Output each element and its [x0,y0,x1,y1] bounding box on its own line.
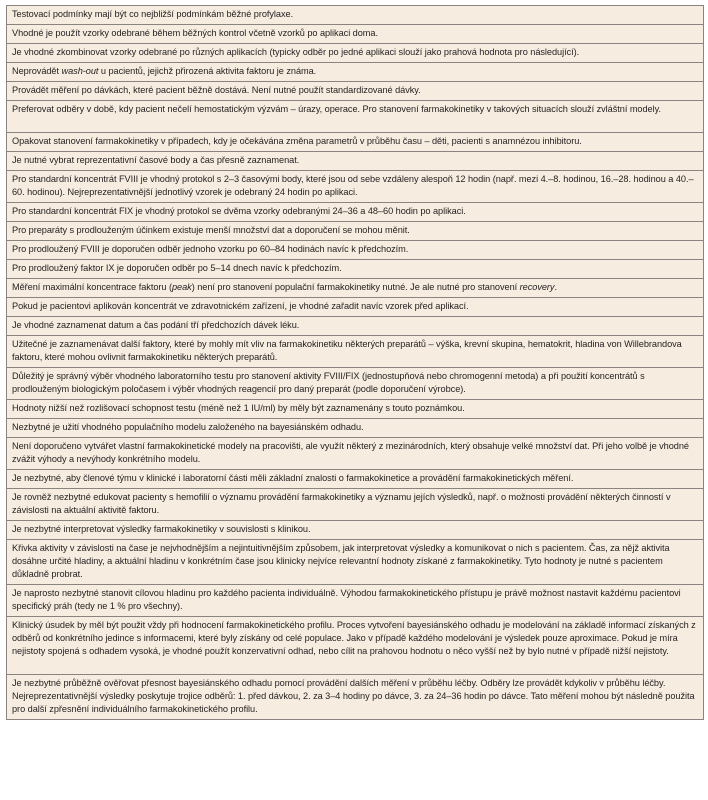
table-row: Je nezbytné průběžně ověřovat přesnost bayesiánského odhadu pomocí provádění dalších měření v průběhu léčby. Odběry lze provádět kdykoliv v průběhu léčby. Nejreprezentativnější výsledky poskytuje trojice odběrů: 1. před dávkou, 2. za 3–4 hodiny po dávce, 3. za 24–36 hodin po dávce. Tato měření mohou být následně použita pro další zpřesnění individuálního farmakokinetického profilu. [12,678,695,714]
table-row: Je rovněž nezbytné edukovat pacienty s hemofilií o významu provádění farmakokinetiky a významu jejích výsledků, např. o možnosti provádění některých činností v závislosti na aktuální aktivitě faktoru. [7,489,703,521]
table-row: Je nezbytné interpretovat výsledky farmakokinetiky v souvislosti s klinikou. [7,521,703,540]
row-emphasis: wash-out [61,66,99,76]
table-row: Pro preparáty s prodlouženým účinkem existuje menší množství dat a doporučení se mohou měnit. [7,222,703,241]
row-text: u pacientů, jejichž přirozená aktivita faktoru je známa. [98,66,317,76]
table-row: Nezbytné je užití vhodného populačního modelu založeného na bayesiánském odhadu. [7,419,703,438]
table-row [7,279,703,298]
table-row: Křivka aktivity v závislosti na čase je nejvhodnějším a nejintuitivnějším způsobem, jak interpretovat výsledky a komunikovat o nich s pacientem. Čas, za nějž aktivita dosáhne určité hladiny, a aktuální hladinu v konkrétním čase jsou klinicky nejvíce relevantní hodnoty získané z farmakokinetiky. Tyto hodnoty je nutné s pacientem důkladně probrat. [7,540,703,585]
table-row: Hodnoty nižší než rozlišovací schopnost testu (méně než 1 IU/ml) by měly být zaznamenány s touto poznámkou. [7,400,703,419]
table-row: Je vhodné zaznamenat datum a čas podání tří předchozích dávek léku. [7,317,703,336]
table-row: Není doporučeno vytvářet vlastní farmakokinetické modely na pracovišti, ale využít některý z mezinárodních, který obsahuje velké množství dat. Při jeho volbě je vhodné zvážit výhody a nevýhody konkrétního modelu. [7,438,703,470]
table-row: Pro standardní koncentrát FIX je vhodný protokol se dvěma vzorky odebranými 24–36 a 48–60 hodin po aplikaci. [7,203,703,222]
row-text: Měření maximální koncentrace faktoru ( [12,282,172,292]
row-text: Neprovádět [12,66,62,76]
table-row: Provádět měření po dávkách, které pacient běžně dostává. Není nutné použít standardizované dávky. [7,82,703,101]
row-emphasis: peak [171,282,192,292]
table-row: Preferovat odběry v době, kdy pacient nečelí hemostatickým výzvám – úrazy, operace. Pro stanovení farmakokinetiky v takových situacích slouží zvláštní modely. [7,101,703,133]
table-row: Pro prodloužený faktor IX je doporučen odběr po 5–14 dnech navíc k předchozím. [7,260,703,279]
table-row: Je nutné vybrat reprezentativní časové body a čas přesně zaznamenat. [7,152,703,171]
row-emphasis: recovery [519,282,555,292]
table-row: Je nezbytné, aby členové týmu v klinické i laboratorní části měli základní znalosti o farmakokinetice a provádění farmakokinetických měření. [7,470,703,489]
table-row: Klinický úsudek by měl být použit vždy při hodnocení farmakokinetického profilu. Proces vytvoření bayesiánského odhadu je modelování na základě informací získaných z odběrů od konkrétního jedince s informacemi, které byly získány od celé populace. Jako v případě každého modelování je výsledek pouze aproximace. Pokud je míra nejistoty spojená s odhadem vysoká, je vhodné použít konzervativní odhad, nebo cílit na prahovou hodnotu o něco vyšší než by bylo nutné v případě nižší nejistoty. [7,617,703,675]
table-row: Pro prodloužený FVIII je doporučen odběr jednoho vzorku po 60–84 hodinách navíc k předchozím. [7,241,703,260]
table-row: Pokud je pacientovi aplikován koncentrát ve zdravotnickém zařízení, je vhodné zařadit navíc vzorek před aplikací. [7,298,703,317]
table-row: Pro standardní koncentrát FVIII je vhodný protokol s 2–3 časovými body, které jsou od sebe vzdáleny alespoň 12 hodin (např. mezi 4.–8. hodinou, 16.–28. hodinou a 40.–60. hodinou). Nejreprezentativnější jednotlivý vzorek je odebraný 24 hodin po aplikaci. [7,171,703,203]
row-text: ) není pro stanovení populační farmakokinetiky nutné. Je ale nutné pro stanovení [191,282,520,292]
table-row [7,63,703,82]
table-row: Vhodné je použít vzorky odebrané během běžných kontrol včetně vzorků po aplikaci doma. [7,25,703,44]
table-row: Opakovat stanovení farmakokinetiky v případech, kdy je očekávána změna parametrů v průběhu času – děti, pacienti s anamnézou inhibitoru. [7,133,703,152]
table-row: Užitečné je zaznamenávat další faktory, které by mohly mít vliv na farmakokinetiku některých preparátů – výška, krevní skupina, hematokrit, hladina von Willebrandova faktoru, které mohou ovlivnit farmakokinetiku některých preparátů. [7,336,703,368]
table-row: Je vhodné zkombinovat vzorky odebrané po různých aplikacích (typicky odběr po jedné aplikaci slouží jako prahová hodnota pro následující). [7,44,703,63]
table-row: Důležitý je správný výběr vhodného laboratorního testu pro stanovení aktivity FVIII/FIX (jednostupňová nebo chromogenní metoda) a při použití koncentrátů s prodlouženým biologickým poločasem i výběr vhodných reagencií pro daný preparát (podle doporučení výrobce). [7,368,703,400]
recommendations-table [6,5,704,720]
row-text: . [554,282,557,292]
table-row: Testovací podmínky mají být co nejbližší podmínkám běžné profylaxe. [7,6,703,25]
table-row: Je naprosto nezbytné stanovit cílovou hladinu pro každého pacienta individuálně. Výhodou farmakokinetického přístupu je právě možnost nastavit každému pacientovi specifický práh (tedy ne 1 % pro všechny). [7,585,703,617]
